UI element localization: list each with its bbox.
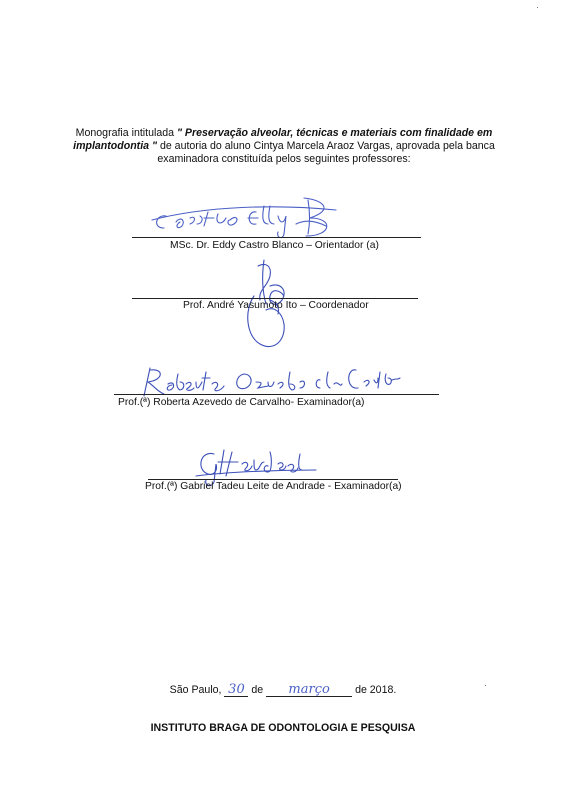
date-connector: de (248, 684, 267, 696)
day-handwritten: 30 (228, 682, 245, 697)
institution-name: INSTITUTO BRAGA DE ODONTOLOGIA E PESQUISA (150, 722, 416, 734)
signatory-caption: Prof. André Yasumoto Ito – Coordenador (183, 300, 369, 311)
day-blank (224, 684, 248, 697)
month-handwritten: março (288, 682, 330, 697)
intro-text-start: Monografia intitulada (75, 127, 177, 139)
date-suffix: de 2018. (352, 684, 397, 696)
signature-line (132, 237, 421, 238)
signatory-caption: MSc. Dr. Eddy Castro Blanco – Orientador (a) (170, 240, 379, 251)
scan-speck: · (536, 2, 539, 12)
signature-line (148, 479, 398, 480)
intro-text-end: de autoria do aluno Cintya Marcela Araoz Vargas, aprovada pela banca examinadora constituída pelos seguintes professores: (157, 140, 495, 165)
approval-statement (64, 127, 504, 166)
scan-speck: · (484, 680, 487, 690)
date-prefix: São Paulo, (169, 684, 225, 696)
signature-line (114, 394, 439, 395)
signatory-caption: Prof.(ª) Gabriel Tadeu Leite de Andrade - Examinador(a) (145, 481, 402, 492)
month-blank (266, 684, 352, 697)
monograph-title: " Preservação alveolar, técnicas e materiais com finalidade em implantodontia " (73, 127, 493, 152)
signatory-caption: Prof.(ª) Roberta Azevedo de Carvalho- Examinador(a) (118, 397, 365, 408)
date-place-line (0, 684, 566, 697)
signature-line (132, 298, 418, 299)
